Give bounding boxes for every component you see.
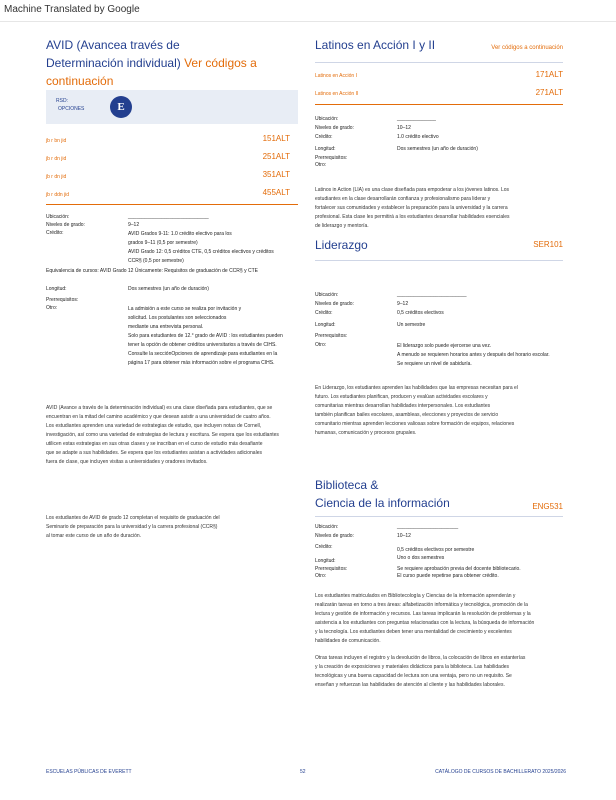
credito-line: CCR§ (0,5 por semestre) [128,258,184,264]
course-name: Latinos en Acción I [315,73,357,79]
desc-line: Otras tareas incluyen el registro y la devolución de libros, la colocación de libros en estanterías [315,655,526,661]
otro-line: Se requiere un nivel de sabiduría. [397,361,472,367]
options-box [46,90,298,124]
library-title [315,476,563,512]
course-abbr: jb r dn jid [46,156,67,162]
prerreq-label: Prerrequisitos: [315,155,348,161]
divider [315,104,563,105]
longitud-value: Un semestre [397,322,426,328]
desc-line: En Liderazgo, los estudiantes aprenden las habilidades que las empresas necesitan para el [315,385,518,391]
divider [315,516,563,517]
course-abbr: jb r ddn jid [46,192,70,198]
page-number: 52 [300,769,306,775]
lia-title-code: Ver códigos a continuación [491,45,563,51]
desc-line: fortalecer sus comunidades y establecer la preparación para la universidad y la carrera [315,205,508,211]
longitud-label: Longitud: [315,322,336,328]
desc-line: investigación, así como una variedad de estrategias de lectura y escritura. Se espera que los estudiantes [46,432,279,438]
library-code: ENG531 [532,502,563,511]
longitud-label: Longitud: [315,146,336,152]
credito-line: AVID Grados 9-11: 1.0 crédito electivo para los [128,231,232,237]
library-description-2 [315,654,563,690]
library-details [315,524,563,582]
otro-label: Otro: [315,162,327,168]
longitud-value: Uno o dos semestres [397,555,445,561]
niveles-label: Niveles de grado: [315,533,354,539]
desc-line: encuentran en la mitad del camino académico y que desean asistir a una universidad de cuatro años. [46,414,271,420]
ubicacion-label: Ubicación: [315,524,339,530]
leadership-description [315,384,563,438]
note-line: al tomar este curso de un año de duración. [46,533,142,539]
ubicacion-label: Ubicación: [315,292,339,298]
prerreq-label: Prerrequisitos: [46,297,79,303]
course-abbr: jb r bn jid [46,138,67,144]
course-row [46,152,298,166]
avid-title [46,36,298,90]
leadership-title-text: Liderazgo [315,238,368,252]
divider [315,62,563,63]
niveles-label: Niveles de grado: [315,125,354,131]
course-code: 271ALT [535,88,563,97]
course-row [315,88,563,102]
desc-line: que se adapte a sus habilidades. Se espera que los estudiantes asistan a actividades adicionales [46,450,262,456]
avid-title-line2: Determinación individual) [46,56,181,70]
credito-label: Crédito: [46,230,64,236]
desc-line: utilicen estas estrategias en sus otras clases y se inscriban en el curso de estudio más desafiante [46,441,263,447]
course-row [46,188,298,202]
credito-value: 0,5 créditos electivos [397,310,444,316]
desc-line: profesional. Esta clase les permitirá a los estudiantes desarrollar habilidades esenciales [315,214,510,220]
otro-label: Otro: [46,305,58,311]
course-code: 171ALT [535,70,563,79]
credito-label: Crédito: [315,544,333,550]
longitud-value: Dos semestres (un año de duración) [128,286,209,292]
desc-line: Los estudiantes aprenden una variedad de estrategias de estudio, que incluyen notas de Cornell, [46,423,262,429]
otro-line: solicitud. Los postulantes son seleccionados [128,315,227,321]
credito-label: Crédito: [315,310,333,316]
otro-value: El curso puede repetirse para obtener crédito. [397,573,499,579]
niveles-value: 9–12 [397,301,409,307]
otro-line: mediante una entrevista personal. [128,324,204,330]
banner-text: Machine Translated by Google [4,4,140,15]
desc-line: también planifican bailes escolares, asambleas, elecciones y proyectos de servicio [315,412,499,418]
equivalencia-text: Equivalencia de cursos: AVID Grado 12 Únicamente: Requisitos de graduación de CCR§ y CTE [46,268,258,274]
otro-line: Solo para estudiantes de 12.° grado de AVID : los estudiantes pueden [128,333,283,339]
otro-label: Otro: [315,573,327,579]
desc-line: y la tecnología. Los estudiantes deben tener una mentalidad de crecimiento y excelentes [315,629,512,635]
lia-title-text: Latinos en Acción I y II [315,38,436,52]
niveles-label: Niveles de grado: [315,301,354,307]
course-code: 455ALT [262,188,290,197]
library-title-line2: Ciencia de la información [315,496,450,510]
desc-line: enseñan y refuerzan las habilidades de atención al cliente y las habilidades laborales. [315,682,505,688]
desc-line: fuera de clase, que incluyen visitas a universidades y oradores invitados. [46,459,208,465]
desc-line: de liderazgo y mentoría. [315,223,369,229]
avid-description [46,404,298,467]
desc-line: habilidades de comunicación. [315,638,381,644]
prerreq-label: Prerrequisitos: [315,333,348,339]
footer-catalog: CATÁLOGO DE CURSOS DE BACHILLERATO 2025/2026 [435,769,566,775]
course-abbr: jb r dn jid [46,174,67,180]
lia-title [315,36,563,54]
otro-line: La admisión a este curso se realiza por invitación y [128,306,242,312]
footer-district: ESCUELAS PÚBLICAS DE EVERETT [46,769,132,775]
desc-line: humanas, comunicación y procesos grupales. [315,430,417,436]
desc-line: Latinos in Action (LIA) es una clase diseñada para empoderar a los jóvenes latinos. Los [315,187,510,193]
course-name: Latinos en Acción II [315,91,359,97]
niveles-value: 10–12 [397,533,411,539]
longitud-value: Dos semestres (un año de duración) [397,146,478,152]
lia-details [315,116,563,169]
desc-line: comunitario mientras aprenden lecciones valiosas sobre formación de equipos, relaciones [315,421,515,427]
leadership-details [315,292,563,372]
niveles-label: Niveles de grado: [46,222,85,228]
otro-line: El liderazgo solo puede ejercerse una vez. [397,343,492,349]
desc-line: realizarán tareas en torno a tres áreas: alfabetización informática y tecnológica, promoción de la [315,602,528,608]
ubicacion-value: ______________ [397,116,436,122]
library-title-line1: Biblioteca & [315,478,379,492]
otro-line: tener la opción de obtener créditos universitarios a través de CIHS. [128,342,277,348]
desc-line: asistencia a los estudiantes con preguntas relacionadas con la lectura, la búsqueda de información [315,620,535,626]
credito-value: 1.0 crédito electivo [397,134,439,140]
credito-value: 0,5 créditos electivos por semestre [397,547,475,553]
credito-line: grados 9–11 (0,5 por semestre) [128,240,198,246]
desc-line: estudiantes en la clase desarrollarán confianza y profesionalismo para liderar y [315,196,491,202]
course-row [315,70,563,84]
library-description [315,592,563,646]
leadership-code: SER101 [533,240,563,249]
translation-banner [0,0,616,22]
ubicacion-value: ______________________ [397,524,459,530]
course-code: 151ALT [262,134,290,143]
otro-line: página 17 para obtener más información sobre el programa CIHS. [128,360,275,366]
longitud-label: Longitud: [315,558,336,564]
otro-label: Otro: [315,342,327,348]
avid-title-line1: AVID (Avancea través de [46,38,180,52]
ubicacion-label: Ubicación: [315,116,339,122]
divider [315,260,563,261]
prerreq-value: Se requiere aprobación previa del docente bibliotecario. [397,566,521,572]
course-code: 251ALT [262,152,290,161]
credito-label: Crédito: [315,134,333,140]
district-logo: E [110,96,132,118]
ubicacion-label: Ubicación: [46,214,70,220]
divider [46,204,298,205]
options-box-label: RSD: [56,98,68,104]
note-line: Los estudiantes de AVID de grado 12 completan el requisito de graduación del [46,515,220,521]
ubicacion-value: _________________________ [397,292,467,298]
options-box-text: OPCIONES [58,106,85,112]
course-row [46,170,298,184]
desc-line: comunitarias mientras desarrollan habilidades interpersonales. Los estudiantes [315,403,491,409]
otro-line: Consulte la secciónOpciones de aprendizaje para estudiantes en la [128,351,278,357]
credito-line: AVID Grado 12: 0,5 créditos CTE, 0,5 créditos electivos y créditos [128,249,274,255]
avid-details [46,214,298,373]
longitud-label: Longitud: [46,286,67,292]
niveles-value: 9–12 [128,222,140,228]
leadership-title [315,236,563,254]
course-code: 351ALT [262,170,290,179]
course-row [46,134,298,148]
desc-line: y la creación de exposiciones y materiales didácticos para la biblioteca. Las habilidades [315,664,509,670]
desc-line: tecnológicas y una buena capacidad de lectura son una ventaja, pero no un requisito. Se [315,673,512,679]
ubicacion-value: _____________________________ [128,214,209,220]
avid-title-code: Ver códigos a continuación [46,56,257,88]
desc-line: futuro. Los estudiantes planifican, producen y evalúan actividades escolares y [315,394,488,400]
lia-description [315,186,563,231]
desc-line: AVID (Avance a través de la determinación individual) es una clase diseñada para estudiantes, que se [46,405,273,411]
note-line: Seminario de preparación para la universidad y la carrera profesional (CCR§) [46,524,218,530]
otro-line: A menudo se requieren horarios antes y después del horario escolar. [397,352,550,358]
avid-note [46,514,298,541]
desc-line: lectura y gestión de información y recursos. Las tareas implicarán la resolución de problemas y la [315,611,531,617]
prerreq-label: Prerrequisitos: [315,566,348,572]
niveles-value: 10–12 [397,125,411,131]
desc-line: Los estudiantes matriculados en Bibliotecología y Ciencias de la información aprenderán y [315,593,516,599]
